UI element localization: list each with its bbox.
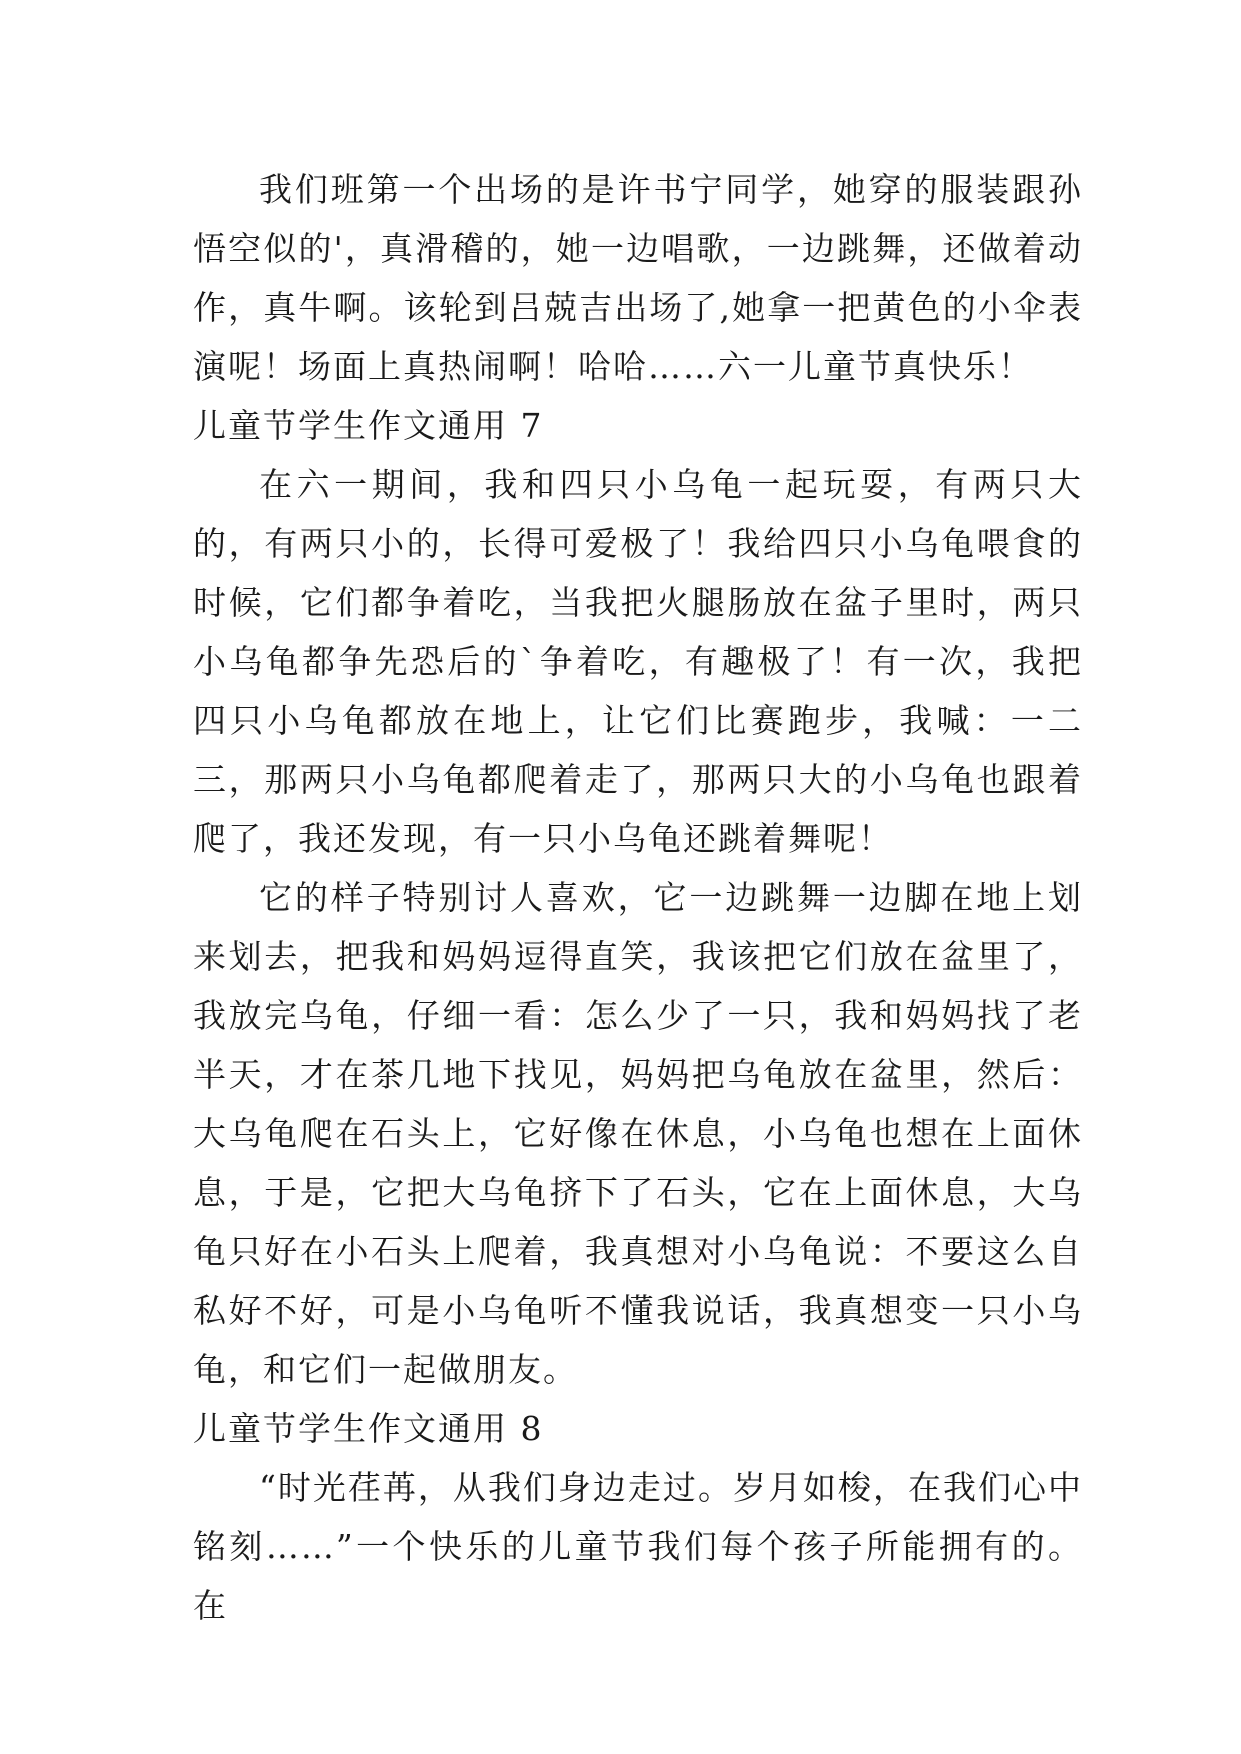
- essay-heading-7: 儿童节学生作文通用 7: [193, 406, 544, 445]
- paragraph-turtles-rest: 它的样子特别讨人喜欢，它一边跳舞一边脚在地上划来划去，把我和妈妈逗得直笑，我该把它们放在盆里了，我放完乌龟，仔细一看：怎么少了一只，我和妈妈找了老半天，才在茶几地下找见，妈妈把乌龟放在盆里，然后：大乌龟爬在石头上，它好像在休息，小乌龟也想在上面休息，于是，它把大乌龟挤下了石头，它在上面休息，大乌龟只好在小石头上爬着，我真想对小乌龟说：不要这么自私好不好，可是小乌龟听不懂我说话，我真想变一只小乌龟，和它们一起做朋友。: [193, 878, 1083, 1389]
- essay-heading-8: 儿童节学生作文通用 8: [193, 1409, 544, 1448]
- paragraph-time-passes: “时光荏苒，从我们身边走过。岁月如梭，在我们心中铭刻……”一个快乐的儿童节我们每个孩子所能拥有的。在: [193, 1468, 1083, 1625]
- paragraph-performance: 我们班第一个出场的是许书宁同学，她穿的服装跟孙悟空似的'，真滑稽的，她一边唱歌，一边跳舞，还做着动作，真牛啊。该轮到吕兢吉出场了,她拿一把黄色的小伞表演呢！场面上真热闹啊！哈哈……六一儿童节真快乐！: [193, 170, 1083, 386]
- paragraph-turtles-play: 在六一期间，我和四只小乌龟一起玩耍，有两只大的，有两只小的，长得可爱极了！我给四只小乌龟喂食的时候，它们都争着吃，当我把火腿肠放在盆子里时，两只小乌龟都争先恐后的`争着吃，有趣极了！有一次，我把四只小乌龟都放在地上，让它们比赛跑步，我喊：一二三，那两只小乌龟都爬着走了，那两只大的小乌龟也跟着爬了，我还发现，有一只小乌龟还跳着舞呢！: [193, 465, 1083, 858]
- document-body: [193, 160, 1083, 1635]
